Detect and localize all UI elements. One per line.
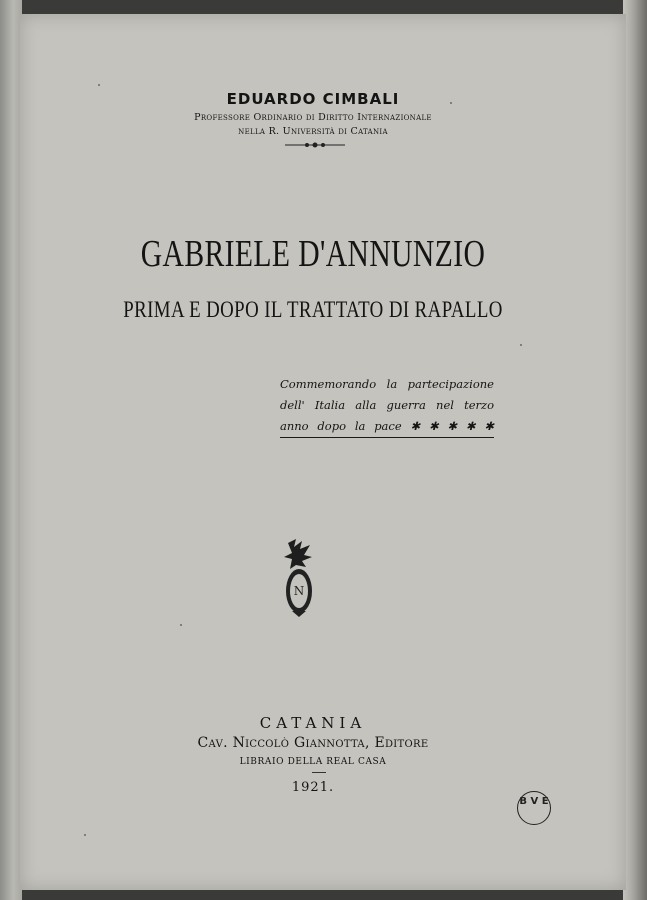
right-page-edge <box>623 0 647 900</box>
dedication-line: anno dopo la pace ✱ ✱ ✱ ✱ ✱ <box>280 419 494 433</box>
speck <box>98 84 100 86</box>
author-name: EDUARDO CIMBALI <box>226 90 400 108</box>
dedication-underline <box>280 437 494 438</box>
speck <box>520 344 522 346</box>
publication-year: 1921. <box>291 780 335 795</box>
author-affiliation-line2: nella R. Università di Catania <box>238 126 388 137</box>
author-affiliation-line1: Professore Ordinario di Diritto Internazionale <box>194 112 432 123</box>
title-page <box>20 14 626 890</box>
publication-city: CATANIA <box>259 714 367 732</box>
publisher-note: LIBRAIO DELLA REAL CASA <box>239 757 387 767</box>
dedication-block <box>280 374 494 438</box>
book-title: GABRIELE D'ANNUNZIO <box>140 233 486 275</box>
speck <box>84 834 86 836</box>
svg-text:N: N <box>293 584 305 598</box>
year-divider <box>312 772 326 773</box>
book-subtitle: PRIMA E DOPO IL TRATTATO DI RAPALLO <box>123 297 503 322</box>
publisher-name: Cav. Niccolò Giannotta, Editore <box>197 735 429 751</box>
library-stamp-icon: B V E <box>517 791 551 825</box>
emblem-icon <box>282 537 316 617</box>
dedication-line: dell' Italia alla guerra nel terzo <box>280 398 494 412</box>
dedication-line: Commemorando la partecipazione <box>280 377 494 391</box>
speck <box>180 624 182 626</box>
ornament-icon <box>285 141 345 149</box>
